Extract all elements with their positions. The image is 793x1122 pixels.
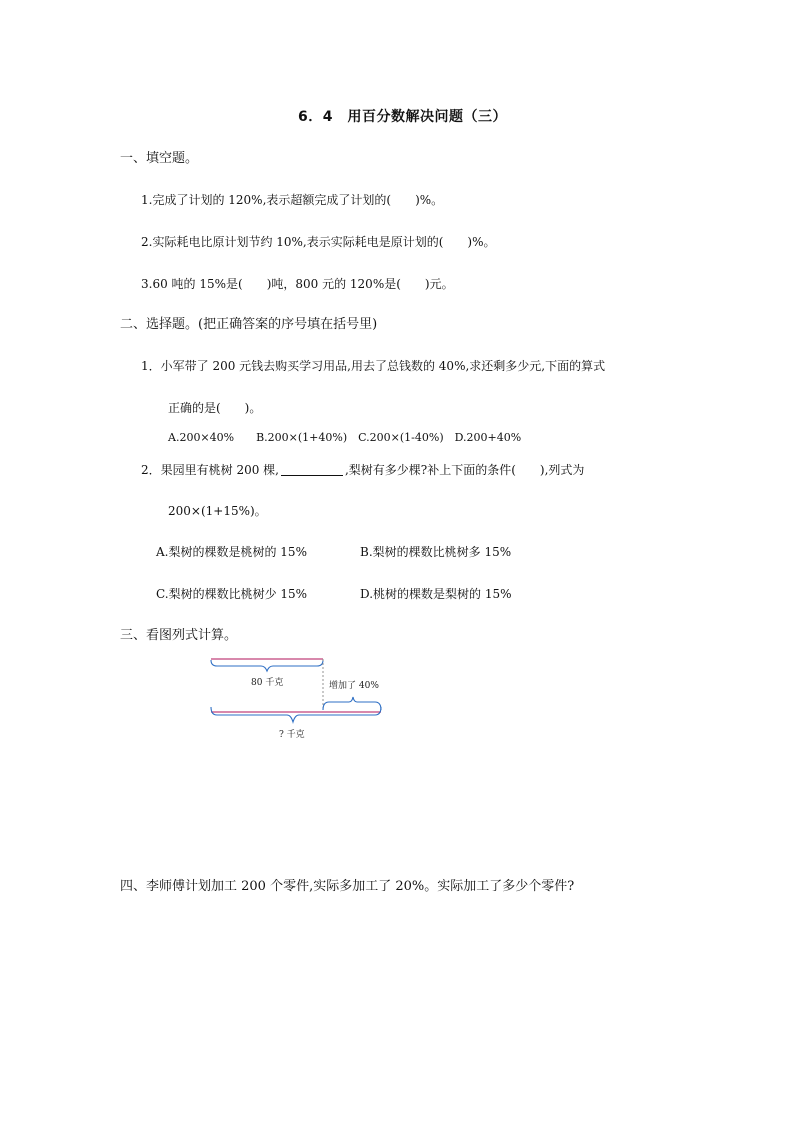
- choice-question-2-text-a: 2．果园里有桃树 200 棵,: [141, 463, 279, 477]
- choice-question-2-option-b: B.梨树的棵数比桃树多 15%: [360, 545, 512, 559]
- top-segment-label: 80 千克: [251, 678, 284, 688]
- bottom-segment-label: ? 千克: [279, 730, 305, 740]
- section-1-heading: 一、填空题。: [120, 151, 199, 166]
- choice-question-2-line1: [141, 463, 584, 476]
- bottom-brace: [211, 707, 381, 722]
- section-4-heading: 四、李师傅计划加工 200 个零件,实际多加工了 20%。实际加工了多少个零件?: [120, 879, 575, 894]
- choice-question-2-text-b: ,梨树有多少棵?补上下面的条件( ),列式为: [344, 463, 585, 477]
- fill-question-1: 1.完成了计划的 120%,表示超额完成了计划的( )%。: [141, 193, 444, 207]
- fill-question-3: 3.60 吨的 15%是( )吨，800 元的 120%是( )元。: [141, 277, 454, 291]
- answer-blank-line: [281, 463, 343, 476]
- section-3-heading: 三、看图列式计算。: [120, 628, 238, 643]
- choice-question-2-formula: 200×(1+15%)。: [168, 504, 267, 518]
- choice-question-1-options: A.200×40% B.200×(1+40%) C.200×(1-40%) D.200+40%: [168, 431, 522, 444]
- increase-label: 增加了 40%: [329, 681, 379, 691]
- choice-question-1-line2: 正确的是( )。: [168, 401, 262, 415]
- choice-question-2-option-c: C.梨树的棵数比桃树少 15%: [156, 587, 308, 601]
- choice-question-1-line1: 1．小军带了 200 元钱去购买学习用品,用去了总钱数的 40%,求还剩多少元,下面的算式: [141, 359, 606, 373]
- section-2-heading: 二、选择题。(把正确答案的序号填在括号里): [120, 317, 378, 332]
- choice-question-2-option-a: A.梨树的棵数是桃树的 15%: [156, 545, 307, 559]
- increase-brace: [323, 697, 381, 710]
- page-title: 6．4 用百分数解决问题（三）: [298, 109, 507, 125]
- fill-question-2: 2.实际耗电比原计划节约 10%,表示实际耗电是原计划的( )%。: [141, 235, 496, 249]
- choice-question-2-option-d: D.桃树的棵数是梨树的 15%: [360, 587, 512, 601]
- top-brace: [211, 660, 323, 671]
- line-segment-diagram: [205, 654, 405, 744]
